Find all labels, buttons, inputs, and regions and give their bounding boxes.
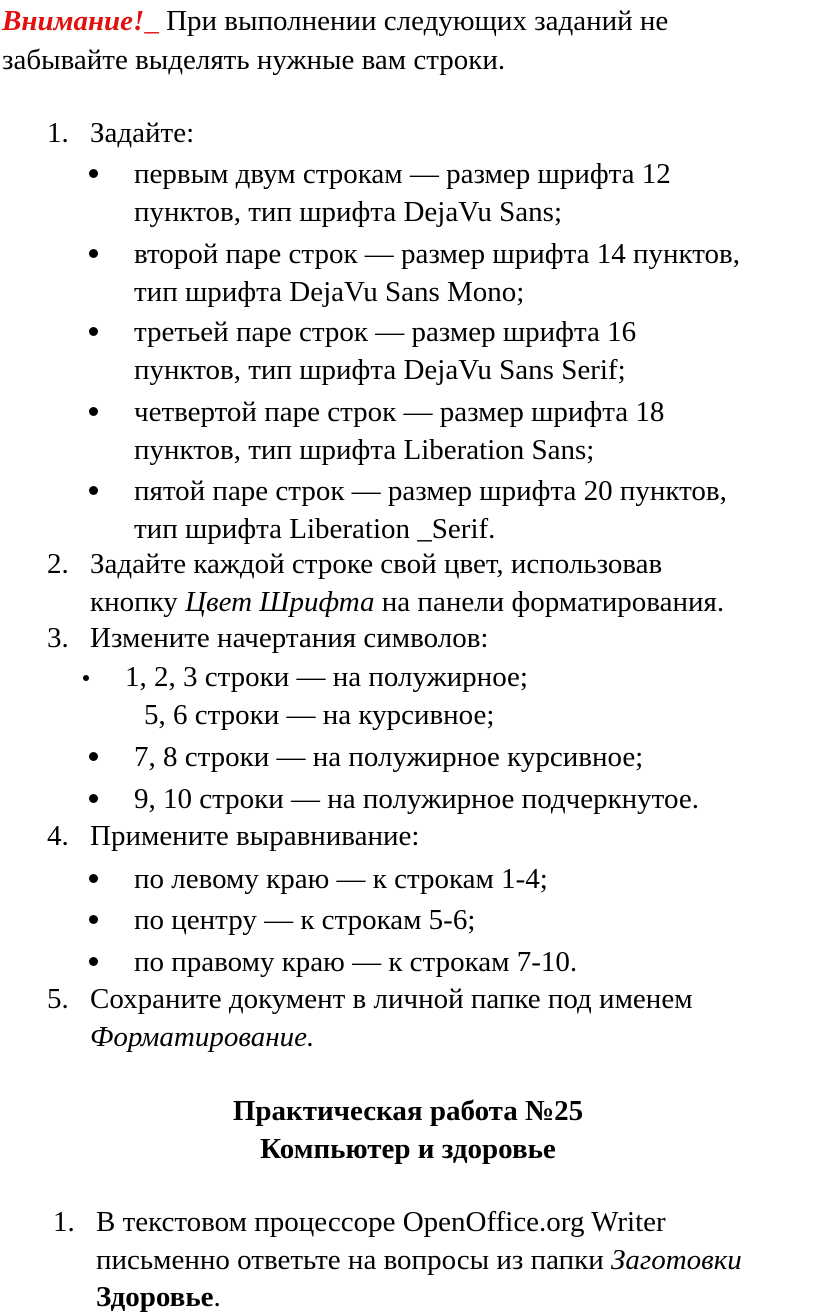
bullet-text: первым двум строкам — размер шрифта 12 <box>134 158 671 190</box>
list-item-text-part: . <box>213 1281 221 1313</box>
folder-name-italic: Заготовки <box>611 1244 742 1276</box>
list-item-text <box>90 1023 314 1052</box>
list-item-text <box>90 588 724 617</box>
practical-title: Практическая работа №25 <box>232 1095 584 1127</box>
bullet-text: пунктов, тип шрифта Liberation Sans; <box>134 434 595 466</box>
list-item-label: Задайте: <box>90 117 195 149</box>
bullet-text: тип шрифта Liberation _Serif. <box>134 513 496 545</box>
bullet-icon <box>89 486 98 495</box>
warning-line-2: забывайте выделять нужные вам строки. <box>2 44 506 76</box>
list-item-number: 2. <box>47 548 69 580</box>
list-item-number: 1. <box>47 117 69 149</box>
list-item-number: 5. <box>47 983 69 1015</box>
bullet-icon <box>89 957 98 966</box>
bullet-text: тип шрифта DejaVu Sans Mono; <box>134 276 525 308</box>
list-item-text: Сохраните документ в личной папке под именем <box>90 983 693 1015</box>
list-item-text-part: кнопку <box>90 586 186 618</box>
warning-underscore: _ <box>144 5 159 37</box>
list-item-text-part: письменно ответьте на вопросы из папки <box>96 1244 612 1276</box>
bullet-icon <box>89 794 98 803</box>
list-item-text-part: на панели форматирования. <box>374 586 725 618</box>
practical-subtitle: Компьютер и здоровье <box>260 1133 556 1165</box>
bullet-text: 9, 10 строки — на полужирное подчеркнутое. <box>134 783 699 815</box>
bullet-icon <box>89 249 98 258</box>
bullet-icon <box>89 327 98 336</box>
document-name-italic: Форматирование. <box>90 1021 315 1053</box>
bullet-text: второй паре строк — размер шрифта 14 пунктов, <box>134 238 740 270</box>
bullet-text: пунктов, тип шрифта DejaVu Sans; <box>134 196 563 228</box>
list-item-text: В текстовом процессоре OpenOffice.org Writer <box>96 1206 666 1238</box>
bullet-icon <box>89 407 98 416</box>
bullet-icon <box>89 874 98 883</box>
list-item-text <box>96 1283 221 1312</box>
list-item-label: Измените начертания символов: <box>90 622 489 654</box>
warning-line-1 <box>2 7 668 36</box>
list-item-text <box>96 1246 742 1275</box>
bullet-icon <box>89 169 98 178</box>
bullet-text: четвертой паре строк — размер шрифта 18 <box>134 396 665 428</box>
bullet-text: третьей паре строк — размер шрифта 16 <box>134 316 637 348</box>
list-item-number: 3. <box>47 622 69 654</box>
button-name-italic: Цвет Шрифта <box>185 586 375 618</box>
bullet-text: 1, 2, 3 строки — на полужирное; <box>125 661 528 693</box>
bullet-text: пятой паре строк — размер шрифта 20 пунктов, <box>134 475 727 507</box>
list-item-text: Задайте каждой строке свой цвет, использовав <box>90 548 663 580</box>
list-item-number: 4. <box>47 820 69 852</box>
bullet-text: 5, 6 строки — на курсивное; <box>144 699 495 731</box>
bullet-icon <box>89 915 98 924</box>
list-item-label: Примените выравнивание: <box>90 820 420 852</box>
folder-name-bold: Здоровье <box>96 1281 214 1313</box>
bullet-text: по центру — к строкам 5-6; <box>134 904 476 936</box>
bullet-text: по левому краю — к строкам 1-4; <box>134 863 548 895</box>
bullet-text: по правому краю — к строкам 7-10. <box>134 946 578 978</box>
warning-text-1: При выполнении следующих заданий не <box>158 5 669 37</box>
bullet-text: 7, 8 строки — на полужирное курсивное; <box>134 741 644 773</box>
bullet-text: пунктов, тип шрифта DejaVu Sans Serif; <box>134 354 626 386</box>
list-item-number: 1. <box>53 1206 75 1238</box>
warning-label: Внимание! <box>2 5 145 37</box>
bullet-icon <box>83 675 89 681</box>
bullet-icon <box>89 752 98 761</box>
